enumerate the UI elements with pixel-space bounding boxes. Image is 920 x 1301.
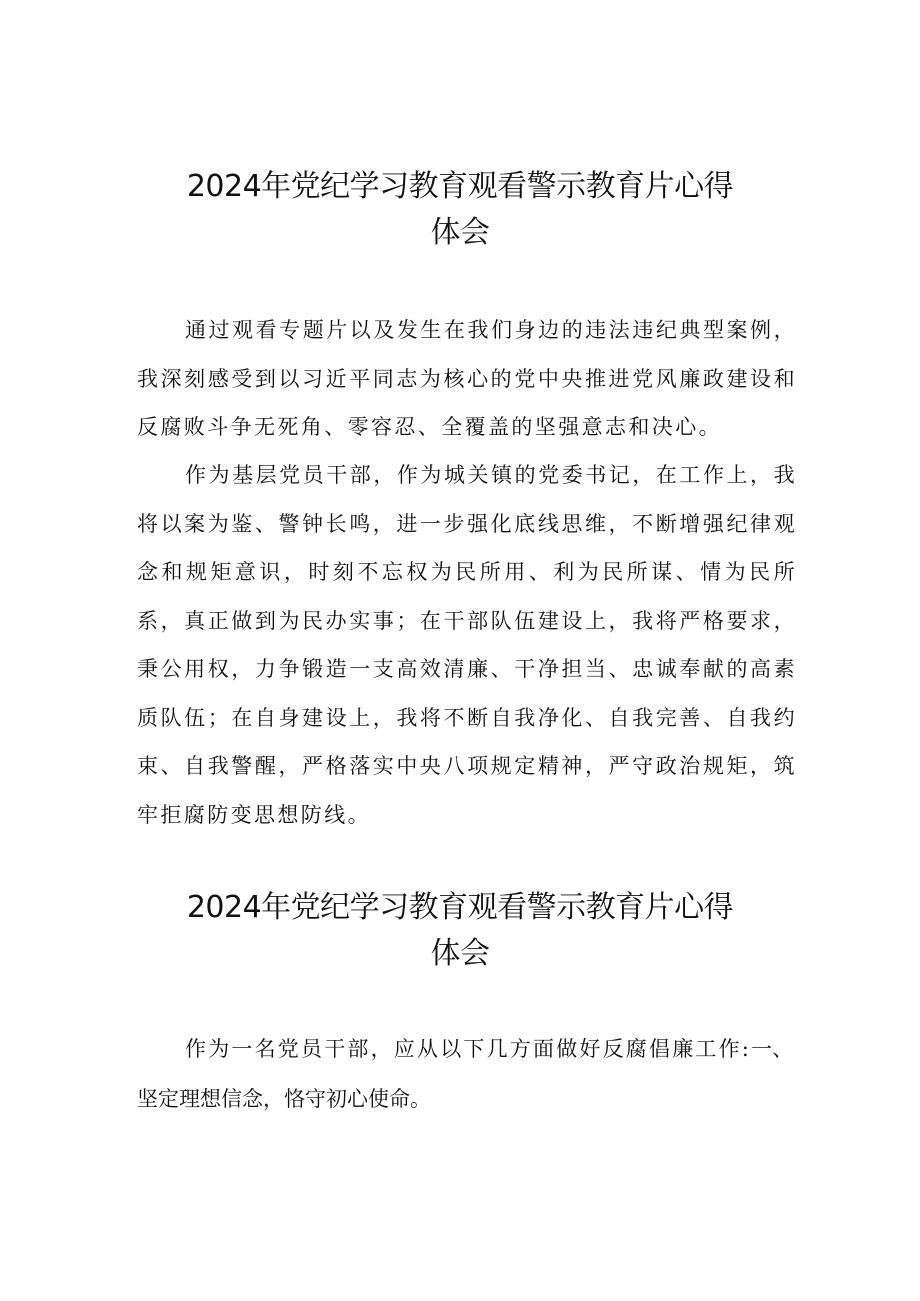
article-2-title-line-1: 2024年党纪学习教育观看警示教育片心得 <box>186 890 734 925</box>
article-1-paragraph-1: 通过观看专题片以及发生在我们身边的违法违纪典型案例，我深刻感受到以习近平同志为核心的党中央推进党风廉政建设和反腐败斗争无死角、零容忍、全覆盖的坚强意志和决心。 <box>137 318 797 439</box>
article-2-paragraph-1 <box>137 1024 797 1124</box>
article-2-intro-text: 作为一名党员干部，应从以下几方面做好反腐倡廉工作: <box>185 1037 752 1061</box>
article-2-title <box>120 885 800 977</box>
article-2-title-line-2: 体会 <box>430 936 490 971</box>
article-1-title <box>120 164 800 256</box>
article-1-title-line-2: 体会 <box>430 215 490 250</box>
article-1-paragraph-2: 作为基层党员干部，作为城关镇的党委书记，在工作上，我将以案为鉴、警钟长鸣，进一步强化底线思维，不断增强纪律观念和规矩意识，时刻不忘权为民所用、利为民所谋、情为民所系，真正做到为民办实事；在干部队伍建设上，我将严格要求，秉公用权，力争锻造一支高效清廉、干净担当、忠诚奉献的高素质队伍；在自身建设上，我将不断自我净化、自我完善、自我约束、自我警醒，严格落实中央八项规定精神，严守政治规矩，筑牢拒腐防变思想防线。 <box>137 463 797 827</box>
article-1-title-line-1: 2024年党纪学习教育观看警示教育片心得 <box>186 169 734 204</box>
article-2-point-1: 一、坚定理想信念，恪守初心使命。 <box>137 1037 794 1111</box>
